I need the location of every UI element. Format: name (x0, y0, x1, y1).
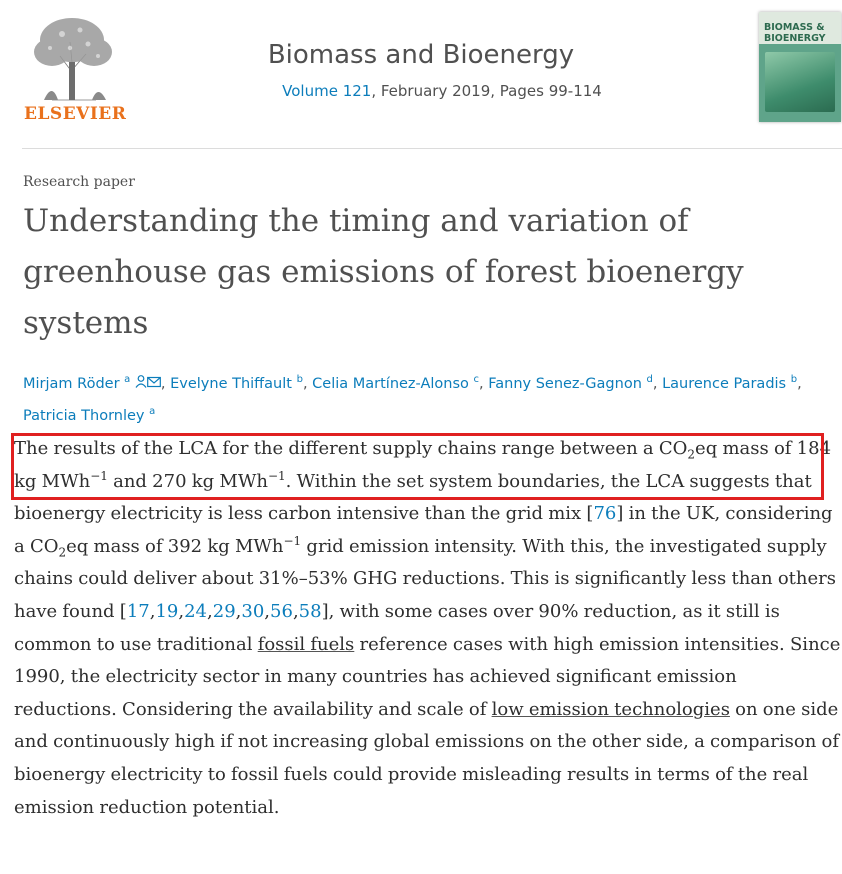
topic-link-fossil-fuels[interactable]: fossil fuels (257, 633, 355, 655)
highlight-box (11, 433, 824, 500)
envelope-icon[interactable] (147, 370, 161, 398)
topic-link-low-emission-technologies[interactable]: low emission technologies (491, 698, 730, 720)
author-link[interactable]: Mirjam Röder $^a$ (23, 374, 131, 392)
journal-meta (0, 82, 842, 100)
article-title: Understanding the timing and variation of greenhouse gas emissions of forest bioenergy systems (23, 203, 744, 341)
journal-title[interactable]: Biomass and Bioenergy (267, 40, 575, 70)
publisher-logo-text: ELSEVIER (24, 104, 127, 124)
reference-link[interactable]: 56 (270, 600, 293, 622)
abstract-paragraph: The results of the LCA for the different supply chains range between a $CO_2eq$ mass of 184 kg MWh$^{-1}$ and 270 kg MWh$^{-1}$. Within the set system boundaries, the LCA suggests that bioenergy electricity is less carbon intensive than the grid mix [76] in the UK, considering a $CO_2eq$ mass of 392 kg MWh$^{-1}$ grid emission intensity. With this, the investigated supply chains could deliver about 31%–53% GHG reductions. This is significantly less than others have found [17,19,24,29,30,56,58], with some cases over 90% reduction, as it still is common to use traditional fossil fuels reference cases with high emission intensities. Since 1990, the electricity sector in many countries has achieved significant emission reductions. Considering the availability and scale of low emission technologies on one side and continuously high if not increasing global emissions on the other side, a comparison of bioenergy electricity to fossil fuels could provide misleading results in terms of the real emission reduction potential. (14, 438, 841, 818)
reference-link[interactable]: 19 (155, 600, 179, 622)
reference-link[interactable]: 24 (184, 600, 208, 622)
reference-link[interactable]: 30 (241, 600, 265, 622)
person-icon[interactable] (135, 370, 147, 398)
author-link[interactable]: Celia Martínez-Alonso $^c$ (312, 374, 480, 392)
reference-link[interactable]: 76 (593, 503, 617, 525)
author-link[interactable]: Fanny Senez-Gagnon $^d$ (488, 374, 653, 392)
reference-link[interactable]: 17 (126, 600, 150, 622)
header-divider (22, 148, 842, 149)
author-link[interactable]: Patricia Thornley $^a$ (23, 405, 156, 424)
author-link[interactable]: Evelyne Thiffault $^b$ (170, 374, 303, 392)
reference-link[interactable]: 58 (298, 600, 322, 622)
author-link[interactable]: Laurence Paradis $^b$ (662, 374, 798, 392)
article-type: Research paper (23, 174, 135, 190)
cover-title: BIOMASS & BIOENERGY (764, 22, 826, 44)
issue-info: , February 2019, Pages 99-114 (371, 82, 602, 100)
author-list: Mirjam Röder $^a$ , Evelyne Thiffault $^b$, Celia Martínez-Alonso $^c$, Fanny Senez-Gagnon $^d$, Laurence Paradis $^b$, Patricia Thornley $^a$ (23, 366, 823, 430)
journal-header (0, 0, 842, 150)
journal-cover-thumbnail[interactable] (759, 12, 841, 122)
reference-link[interactable]: 29 (212, 600, 236, 622)
cover-artwork (765, 52, 835, 112)
volume-link[interactable]: Volume 121 (282, 82, 372, 100)
